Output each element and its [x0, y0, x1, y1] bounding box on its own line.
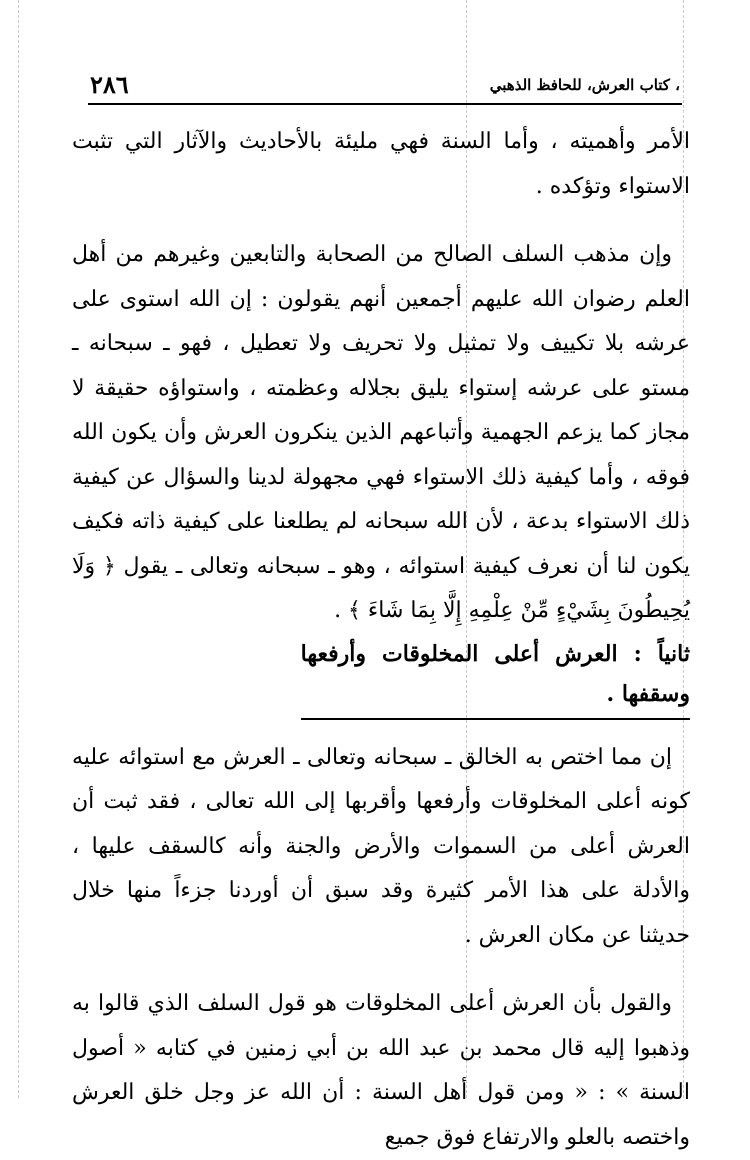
header-rule: [88, 103, 682, 105]
paragraph-salaf-quote: والقول بأن العرش أعلى المخلوقات هو قول السلف الذي قالوا به وذهبوا إليه قال محمد بن عبد الله بن أبي زمنين في كتابه « أصول السنة » : « ومن قول أهل السنة : أن الله عز وجل خلق العرش واختصه بالعلو والارتفاع فوق جميع: [72, 991, 690, 1150]
page-header: [90, 70, 680, 100]
paragraph-salaf-doctrine: وإن مذهب السلف الصالح من الصحابة والتابعين وغيرهم من أهل العلم رضوان الله عليهم أجمعين أنهم يقولون : إن الله استوى على عرشه بلا تكييف ولا تمثيل ولا تحريف ولا تعطيل ، فهو ـ سبحانه ـ مستو على عرشه إستواء يليق بجلاله وعظمته ، واستواؤه حقيقة لا مجاز كما يزعم الجهمية وأتباعهم الذين ينكرون العرش وأن يكون الله فوقه ، وأما كيفية ذلك الاستواء فهي مجهولة لدينا والسؤال عن كيفية ذلك الاستواء بدعة ، لأن الله سبحانه لم يطلعنا على كيفية ذاته فكيف يكون لنا أن نعرف كيفية استوائه ، وهو ـ سبحانه وتعالى ـ يقول ﴿ وَلَا يُحِيطُونَ بِشَيْءٍ مِّنْ عِلْمِهِ إِلَّا بِمَا شَاءَ ﴾ .: [72, 242, 690, 623]
paragraph-throne-highest: إن مما اختص به الخالق ـ سبحانه وتعالى ـ العرش مع استوائه عليه كونه أعلى المخلوقات وأرفعها وأقربها إلى الله تعالى ، فقد ثبت أن العرش أعلى من السموات والأرض والجنة وأنه كالسقف عليها ، والأدلة على هذا الأمر كثيرة وقد سبق أن أوردنا جزءاً منها خلال حديثنا عن مكان العرش .: [72, 744, 690, 948]
section-heading: ثانياً : العرش أعلى المخلوقات وأرفعها وسقفها .: [301, 634, 690, 720]
book-title: ، كتاب العرش، للحافظ الذهبي: [489, 76, 680, 94]
margin-guide-left: [18, 0, 19, 1098]
page-number: ٢٨٦: [90, 70, 129, 99]
page-body: [72, 120, 690, 1160]
paragraph-continuation: الأمر وأهميته ، وأما السنة فهي مليئة بالأحاديث والآثار التي تثبت الاستواء وتؤكده .: [72, 129, 690, 199]
